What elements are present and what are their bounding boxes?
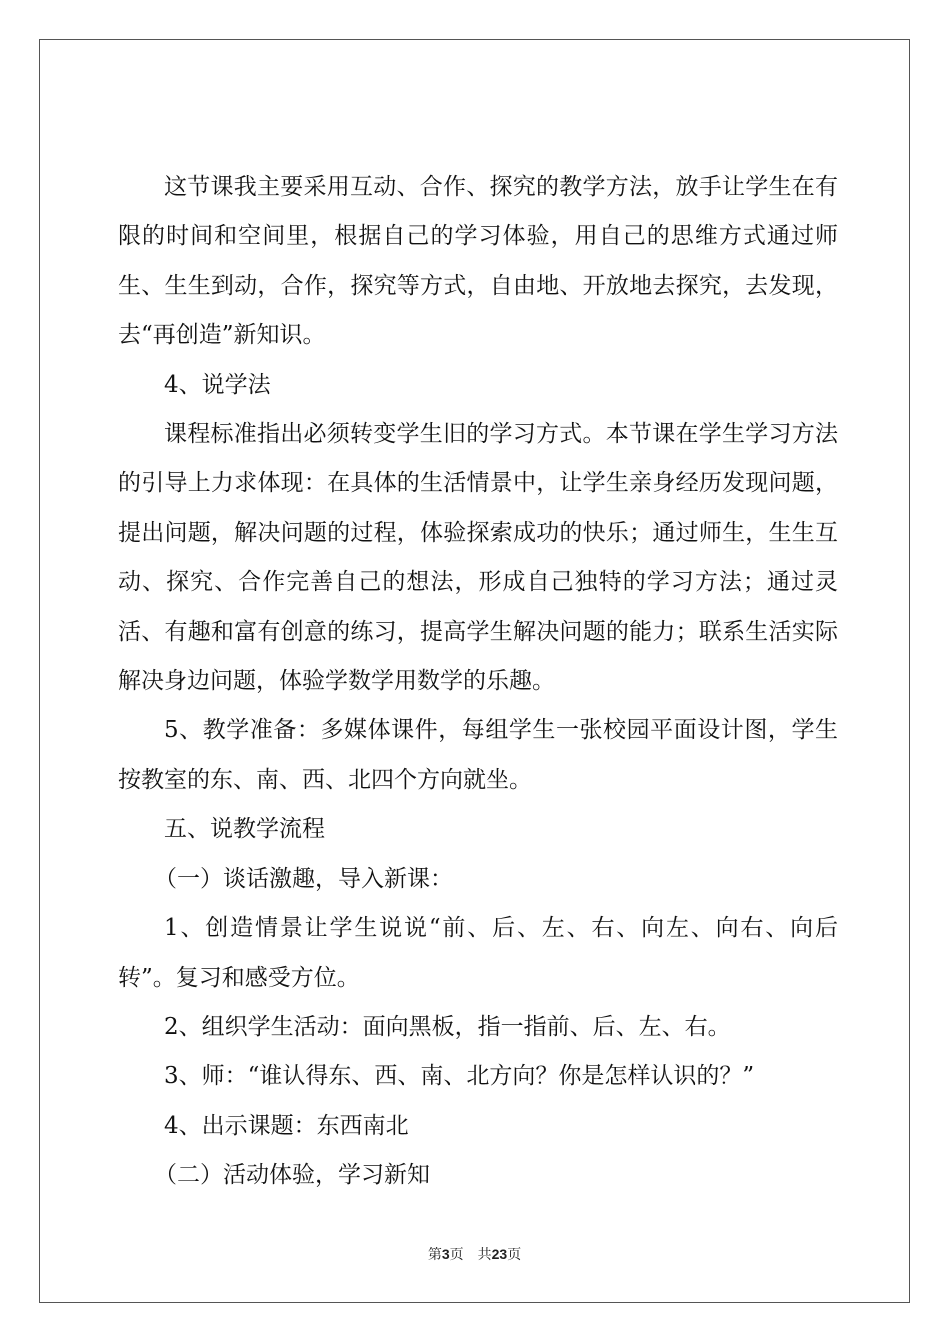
paragraph-teaching-method: 这节课我主要采用互动、合作、探究的教学方法，放手让学生在有限的时间和空间里，根据自己的学习体验，用自己的思维方式通过师生、生生到动，合作，探究等方式，自由地、开放地去探究，去发现，去“再创造”新知识。: [118, 174, 838, 349]
heading-section-two: （二）活动体验，学习新知: [154, 1162, 430, 1189]
list-item-1: 1、创造情景让学生说说“前、后、左、右、向左、向右、向后转”。复习和感受方位。: [118, 915, 838, 991]
page-suffix: 页: [449, 1247, 464, 1263]
heading-learning-method: 4、说学法: [164, 371, 271, 398]
paragraph-learning-method: 课程标准指出必须转变学生旧的学习方式。本节课在学生学习方法的引导上力求体现：在具体的生活情景中，让学生亲身经历发现问题，提出问题，解决问题的过程，体验探索成功的快乐；通过师生，生生互动、探究、合作完善自己的想法，形成自己独特的学习方法；通过灵活、有趣和富有创意的练习，提高学生解决问题的能力；联系生活实际解决身边问题，体验学数学用数学的乐趣。: [118, 421, 838, 695]
total-prefix: 共: [477, 1247, 492, 1263]
page-total-number: 23: [491, 1246, 508, 1262]
heading-teaching-process: 五、说教学流程: [164, 816, 325, 843]
heading-section-one: （一）谈话激趣，导入新课：: [154, 865, 453, 892]
list-item-2: 2、组织学生活动：面向黑板，指一指前、后、左、右。: [164, 1013, 731, 1040]
list-item-3: 3、师：“谁认得东、西、南、北方向？你是怎样认识的？”: [164, 1063, 755, 1090]
total-suffix: 页: [507, 1247, 522, 1263]
document-body: [118, 163, 838, 1201]
list-item-4: 4、出示课题：东西南北: [164, 1112, 409, 1139]
document-page: [39, 39, 910, 1303]
page-footer: [40, 1244, 909, 1264]
paragraph-teaching-preparation: 5、教学准备：多媒体课件，每组学生一张校园平面设计图，学生按教室的东、南、西、北四个方向就坐。: [118, 717, 838, 793]
page-prefix: 第: [427, 1247, 442, 1263]
page-current-number: 3: [441, 1246, 450, 1262]
